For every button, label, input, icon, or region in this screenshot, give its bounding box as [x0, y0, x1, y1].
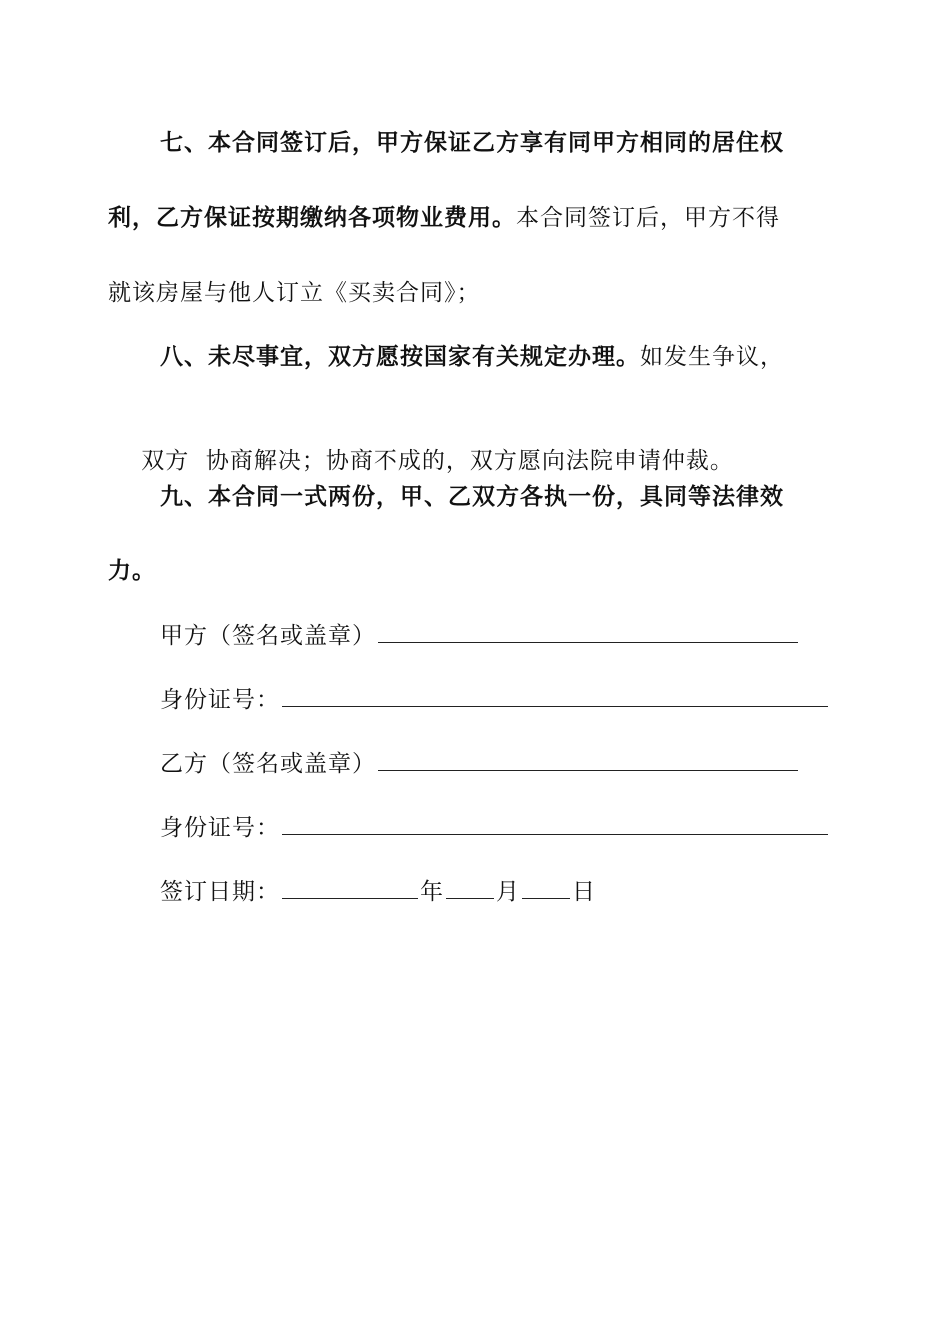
clause9-line1-text: 九、本合同一式两份，甲、乙双方各执一份，具同等法律效 [160, 483, 784, 510]
clause8-line1 [160, 342, 784, 372]
month-blank[interactable] [446, 876, 494, 899]
year-label: 年 [420, 879, 444, 905]
party-b-id-row [160, 812, 830, 843]
clause8-line1-normal: 如发生争议， [640, 344, 784, 370]
clause7-line2-normal: 本合同签订后，甲方不得 [516, 205, 780, 231]
clause8-line2-text: 双方 协商解决；协商不成的，双方愿向法院申请仲裁。 [141, 448, 734, 474]
party-a-id-row [160, 684, 830, 715]
party-b-id-blank[interactable] [282, 812, 828, 835]
party-b-signature-blank[interactable] [378, 748, 798, 771]
clause7-line1-text: 七、本合同签订后，甲方保证乙方享有同甲方相同的居住权 [160, 129, 784, 156]
year-blank[interactable] [282, 876, 418, 899]
clause7-line3-text: 就该房屋与他人订立《买卖合同》； [108, 280, 481, 306]
party-a-signature-blank[interactable] [378, 620, 798, 643]
day-blank[interactable] [522, 876, 570, 899]
day-label: 日 [572, 879, 596, 905]
clause8-line1-bold: 八、未尽事宜，双方愿按国家有关规定办理。 [160, 343, 640, 370]
sign-date-label: 签订日期： [160, 879, 280, 905]
sign-date-row [160, 876, 596, 907]
month-label: 月 [496, 879, 520, 905]
party-a-id-blank[interactable] [282, 684, 828, 707]
party-b-id-label: 身份证号： [160, 815, 280, 841]
clause9-line1 [160, 482, 784, 512]
party-b-label: 乙方（签名或盖章） [160, 751, 376, 777]
clause7-line2 [108, 203, 780, 233]
clause9-line2 [108, 556, 156, 586]
party-a-label: 甲方（签名或盖章） [160, 623, 376, 649]
clause7-line1 [160, 128, 784, 158]
clause7-line3 [108, 278, 481, 308]
party-a-signature-row [160, 620, 800, 651]
party-a-id-label: 身份证号： [160, 687, 280, 713]
party-b-signature-row [160, 748, 800, 779]
clause7-line2-bold: 利，乙方保证按期缴纳各项物业费用。 [108, 204, 516, 231]
clause9-line2-text: 力。 [108, 557, 156, 584]
